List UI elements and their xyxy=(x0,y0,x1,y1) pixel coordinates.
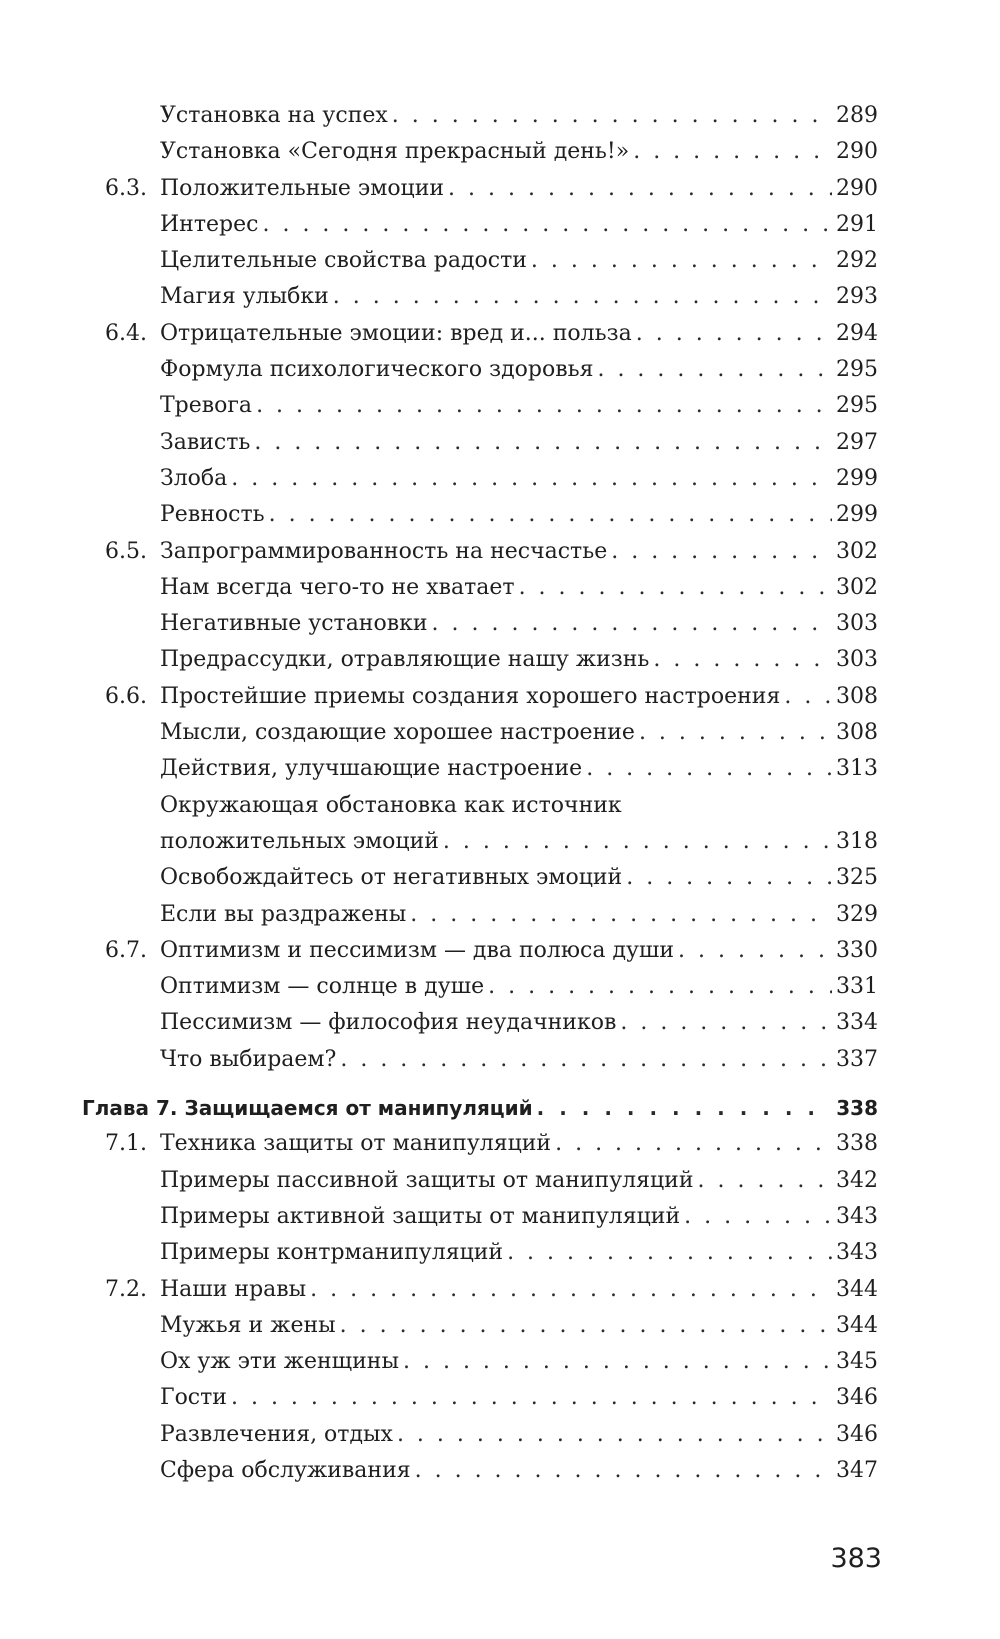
page-number: 303 xyxy=(832,642,878,678)
dot-leader xyxy=(403,1344,832,1380)
toc-entry-continuation[interactable] xyxy=(0,824,1000,860)
entry-title: Магия улыбки xyxy=(160,279,333,315)
toc-entry[interactable] xyxy=(0,243,1000,279)
table-of-contents xyxy=(0,98,1000,1489)
toc-entry[interactable] xyxy=(0,1417,1000,1453)
toc-entry[interactable] xyxy=(0,134,1000,170)
toc-entry[interactable] xyxy=(0,1308,1000,1344)
toc-entry[interactable] xyxy=(0,98,1000,134)
entry-title: Сфера обслуживания xyxy=(160,1453,415,1489)
page-number: 293 xyxy=(832,279,878,315)
page-number: 295 xyxy=(832,388,878,424)
page-number: 302 xyxy=(832,570,878,606)
toc-entry[interactable] xyxy=(0,570,1000,606)
dot-leader xyxy=(340,1042,832,1078)
page-number: 318 xyxy=(832,824,878,860)
toc-entry[interactable] xyxy=(0,715,1000,751)
section-number: 6.4. xyxy=(105,320,147,346)
page-number: 289 xyxy=(832,98,878,134)
page-number: 346 xyxy=(832,1380,878,1416)
dot-leader xyxy=(415,1453,832,1489)
toc-entry[interactable] xyxy=(0,1199,1000,1235)
section-number: 7.1. xyxy=(105,1131,147,1157)
entry-title: Развлечения, отдых xyxy=(160,1417,397,1453)
toc-entry-first-line[interactable] xyxy=(0,788,1000,824)
toc-entry[interactable] xyxy=(0,1126,1000,1162)
page-number: 346 xyxy=(832,1417,878,1453)
page-number: 297 xyxy=(832,425,878,461)
toc-entry[interactable] xyxy=(0,316,1000,352)
toc-entry[interactable] xyxy=(0,352,1000,388)
entry-title: Мысли, создающие хорошее настроение xyxy=(160,715,639,751)
entry-title: Наши нравы xyxy=(160,1272,310,1308)
toc-entry[interactable] xyxy=(0,171,1000,207)
dot-leader xyxy=(507,1235,832,1271)
dot-leader xyxy=(254,425,832,461)
page-number: 343 xyxy=(832,1235,878,1271)
entry-title: Ох уж эти женщины xyxy=(160,1344,403,1380)
dot-leader xyxy=(698,1163,833,1199)
page-number: 294 xyxy=(832,316,878,352)
toc-entry[interactable] xyxy=(0,1453,1000,1489)
entry-title: Запрограммированность на несчастье xyxy=(160,534,611,570)
toc-entry[interactable] xyxy=(0,897,1000,933)
toc-entry[interactable] xyxy=(0,425,1000,461)
entry-title: Пессимизм — философия неудачников xyxy=(160,1005,620,1041)
toc-entry[interactable] xyxy=(0,1163,1000,1199)
page-number: 299 xyxy=(832,461,878,497)
dot-leader xyxy=(231,1380,832,1416)
toc-entry[interactable] xyxy=(0,606,1000,642)
toc-entry[interactable] xyxy=(0,1235,1000,1271)
page-number: 308 xyxy=(832,679,878,715)
entry-title: Примеры контрманипуляций xyxy=(160,1235,507,1271)
dot-leader xyxy=(488,969,832,1005)
entry-title: Предрассудки, отравляющие нашу жизнь xyxy=(160,642,653,678)
dot-leader xyxy=(269,497,832,533)
section-number: 6.3. xyxy=(105,175,147,201)
entry-title: Нам всегда чего-то не хватает xyxy=(160,570,519,606)
toc-entry[interactable] xyxy=(0,969,1000,1005)
dot-leader xyxy=(555,1126,832,1162)
section-number: 7.2. xyxy=(105,1276,147,1302)
chapter-title: Глава 7. Защищаемся от манипуляций xyxy=(82,1090,537,1126)
dot-leader xyxy=(784,679,832,715)
toc-entry[interactable] xyxy=(0,534,1000,570)
chapter-page-number: 338 xyxy=(832,1090,878,1126)
folio-page-number: 383 xyxy=(830,1543,882,1574)
entry-title: Зависть xyxy=(160,425,254,461)
page-number: 344 xyxy=(832,1272,878,1308)
dot-leader xyxy=(636,316,832,352)
dot-leader xyxy=(684,1199,832,1235)
entry-title: Действия, улучшающие настроение xyxy=(160,751,586,787)
toc-entry[interactable] xyxy=(0,1005,1000,1041)
section-number: 6.5. xyxy=(105,538,147,564)
dot-leader xyxy=(531,243,832,279)
entry-title: Интерес xyxy=(160,207,262,243)
entry-title: Установка на успех xyxy=(160,98,392,134)
toc-entry[interactable] xyxy=(0,751,1000,787)
page-number: 292 xyxy=(832,243,878,279)
page-number: 329 xyxy=(832,897,878,933)
page-number: 342 xyxy=(832,1163,878,1199)
page-number: 295 xyxy=(832,352,878,388)
page-number: 338 xyxy=(832,1126,878,1162)
entry-title: Злоба xyxy=(160,461,231,497)
entry-title: Оптимизм — солнце в душе xyxy=(160,969,488,1005)
page-number: 344 xyxy=(832,1308,878,1344)
page-number: 330 xyxy=(832,933,878,969)
page-number: 303 xyxy=(832,606,878,642)
dot-leader xyxy=(432,606,832,642)
entry-title: Мужья и жены xyxy=(160,1308,340,1344)
dot-leader xyxy=(231,461,832,497)
dot-leader xyxy=(639,715,832,751)
dot-leader xyxy=(397,1417,832,1453)
entry-title: Освобождайтесь от негативных эмоций xyxy=(160,860,626,896)
entry-title: Тревога xyxy=(160,388,256,424)
dot-leader xyxy=(626,860,832,896)
page-number: 290 xyxy=(832,171,878,207)
dot-leader xyxy=(633,134,832,170)
entry-title: положительных эмоций xyxy=(160,824,443,860)
entry-title: Положительные эмоции xyxy=(160,171,448,207)
page-number: 299 xyxy=(832,497,878,533)
dot-leader xyxy=(333,279,832,315)
toc-entry[interactable] xyxy=(0,933,1000,969)
page-number: 325 xyxy=(832,860,878,896)
dot-leader xyxy=(310,1272,832,1308)
entry-title: Что выбираем? xyxy=(160,1042,340,1078)
toc-entry[interactable] xyxy=(0,279,1000,315)
page-number: 345 xyxy=(832,1344,878,1380)
entry-title: Целительные свойства радости xyxy=(160,243,531,279)
entry-title: Отрицательные эмоции: вред и... польза xyxy=(160,316,636,352)
dot-leader xyxy=(620,1005,832,1041)
dot-leader xyxy=(678,933,832,969)
entry-title: Формула психологического здоровья xyxy=(160,352,597,388)
dot-leader xyxy=(448,171,832,207)
toc-entry[interactable] xyxy=(0,207,1000,243)
page-number: 302 xyxy=(832,534,878,570)
dot-leader xyxy=(537,1090,833,1126)
dot-leader xyxy=(410,897,832,933)
toc-entry[interactable] xyxy=(0,1344,1000,1380)
toc-entry[interactable] xyxy=(0,388,1000,424)
page-number: 347 xyxy=(832,1453,878,1489)
entry-title: Примеры активной защиты от манипуляций xyxy=(160,1199,684,1235)
toc-entry[interactable] xyxy=(0,679,1000,715)
entry-title: Оптимизм и пессимизм — два полюса души xyxy=(160,933,678,969)
entry-title: Примеры пассивной защиты от манипуляций xyxy=(160,1163,698,1199)
page-number: 290 xyxy=(832,134,878,170)
page-number: 331 xyxy=(832,969,878,1005)
chapter-heading[interactable] xyxy=(0,1090,1000,1126)
entry-title: Гости xyxy=(160,1380,231,1416)
page-number: 343 xyxy=(832,1199,878,1235)
toc-entry[interactable] xyxy=(0,1042,1000,1078)
entry-title: Техника защиты от манипуляций xyxy=(160,1126,555,1162)
dot-leader xyxy=(443,824,832,860)
page-number: 334 xyxy=(832,1005,878,1041)
page-number: 313 xyxy=(832,751,878,787)
toc-entry[interactable] xyxy=(0,461,1000,497)
dot-leader xyxy=(611,534,832,570)
dot-leader xyxy=(262,207,832,243)
toc-entry[interactable] xyxy=(0,1380,1000,1416)
section-number: 6.7. xyxy=(105,937,147,963)
entry-title: Простейшие приемы создания хорошего настроения xyxy=(160,679,784,715)
dot-leader xyxy=(586,751,832,787)
toc-entry[interactable] xyxy=(0,860,1000,896)
page-number: 337 xyxy=(832,1042,878,1078)
dot-leader xyxy=(653,642,832,678)
section-number: 6.6. xyxy=(105,683,147,709)
toc-entry[interactable] xyxy=(0,1272,1000,1308)
entry-title: Ревность xyxy=(160,497,269,533)
entry-title: Если вы раздражены xyxy=(160,897,410,933)
dot-leader xyxy=(519,570,832,606)
toc-entry[interactable] xyxy=(0,497,1000,533)
entry-title: Негативные установки xyxy=(160,606,432,642)
entry-title: Окружающая обстановка как источник xyxy=(160,788,626,824)
dot-leader xyxy=(597,352,832,388)
dot-leader xyxy=(392,98,832,134)
dot-leader xyxy=(340,1308,832,1344)
dot-leader xyxy=(256,388,832,424)
page-number: 291 xyxy=(832,207,878,243)
entry-title: Установка «Сегодня прекрасный день!» xyxy=(160,134,633,170)
toc-entry[interactable] xyxy=(0,642,1000,678)
page-number: 308 xyxy=(832,715,878,751)
